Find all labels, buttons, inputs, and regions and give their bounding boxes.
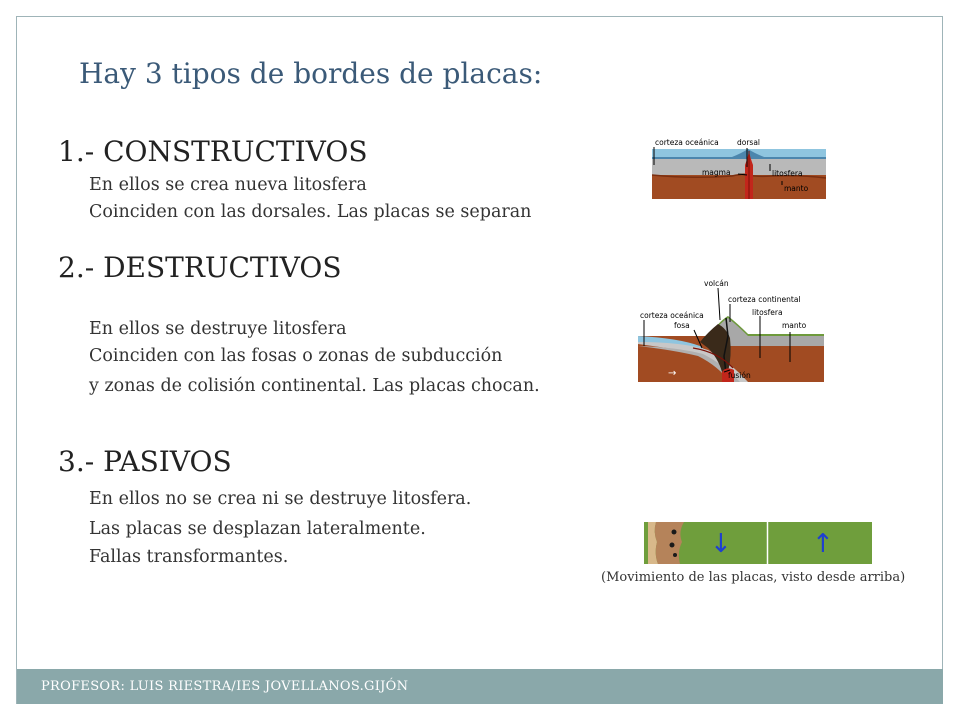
arrow-down-icon: ↓ xyxy=(710,529,732,559)
label-lithosphere: litosfera xyxy=(772,169,803,178)
text-destructivos-1: En ellos se destruye litosfera xyxy=(89,319,347,339)
constructive-boundary-diagram xyxy=(652,135,826,199)
heading-destructivos: 2.- DESTRUCTIVOS xyxy=(58,251,342,284)
diagram-caption: (Movimiento de las placas, visto desde arriba) xyxy=(601,570,906,585)
text-destructivos-3: y zonas de colisión continental. Las placas chocan. xyxy=(89,376,540,396)
label-continental-crust: corteza continental xyxy=(728,295,801,304)
text-destructivos-2: Coinciden con las fosas o zonas de subducción xyxy=(89,346,503,366)
text-constructivos-2: Coinciden con las dorsales. Las placas se separan xyxy=(89,202,532,222)
plate-motion-arrow-icon: → xyxy=(668,368,677,379)
text-pasivos-1: En ellos no se crea ni se destruye litosfera. xyxy=(89,489,472,509)
heading-constructivos: 1.- CONSTRUCTIVOS xyxy=(58,135,368,168)
arrow-up-icon: ↑ xyxy=(812,529,834,559)
label-melting: fusión xyxy=(728,371,751,380)
text-pasivos-2: Las placas se desplazan lateralmente. xyxy=(89,519,426,539)
label-magma: magma xyxy=(702,168,731,177)
text-constructivos-1: En ellos se crea nueva litosfera xyxy=(89,175,367,195)
footer-bar xyxy=(17,669,943,704)
label-volcano: volcán xyxy=(704,279,729,288)
destructive-boundary-diagram xyxy=(638,276,824,382)
text-pasivos-3: Fallas transformantes. xyxy=(89,547,289,567)
slide-title: Hay 3 tipos de bordes de placas: xyxy=(79,57,543,90)
footer-author: PROFESOR: LUIS RIESTRA/IES JOVELLANOS.GIJÓN xyxy=(41,679,409,694)
label-mantle: manto xyxy=(784,184,809,193)
heading-pasivos: 3.- PASIVOS xyxy=(58,445,232,478)
label-oceanic-crust-2: corteza oceánica xyxy=(640,311,704,320)
label-mantle-2: manto xyxy=(782,321,807,330)
label-oceanic-crust: corteza oceánica xyxy=(655,138,719,147)
label-trench: fosa xyxy=(674,321,690,330)
transform-boundary-diagram xyxy=(644,522,872,564)
label-ridge: dorsal xyxy=(737,138,761,147)
label-lithosphere-2: litosfera xyxy=(752,308,783,317)
